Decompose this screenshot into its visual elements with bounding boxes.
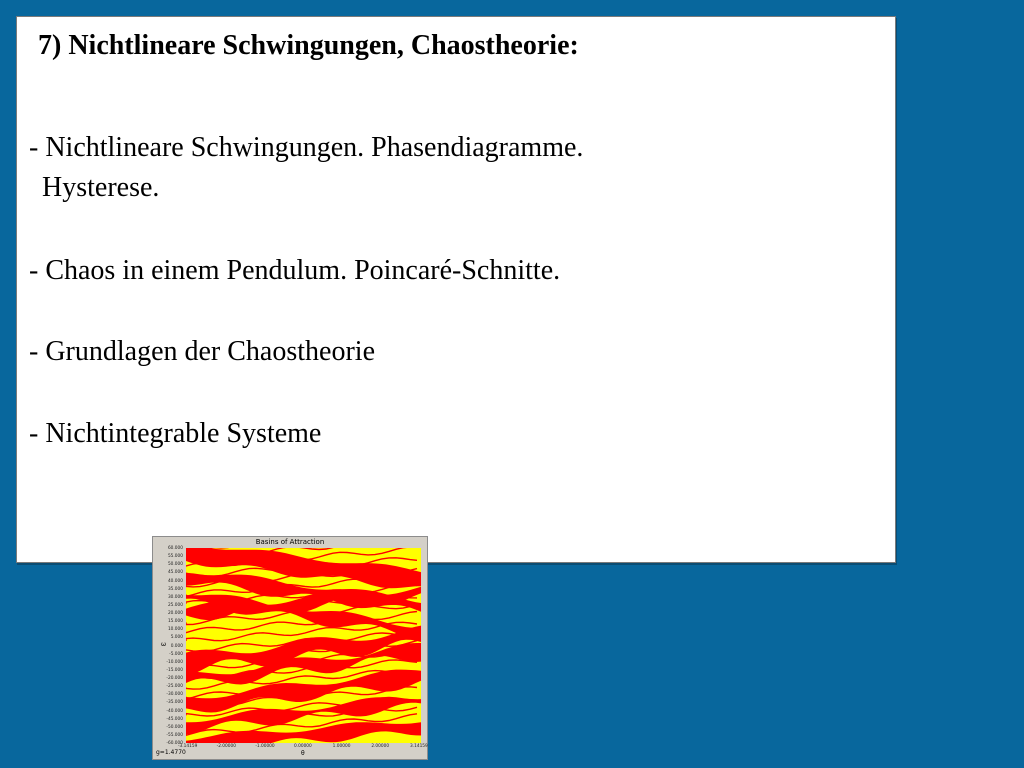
bullet-nonlinear-oscillations <box>29 128 583 208</box>
figure-y-tick: -15.000 <box>166 667 183 673</box>
figure-x-tick: -1.00000 <box>255 744 275 749</box>
figure-y-tick: -45.000 <box>166 716 183 722</box>
figure-parameter-label: g=1.4770 <box>156 749 186 756</box>
figure-y-tick: 45.000 <box>167 570 183 576</box>
figure-x-tick: 0.00000 <box>294 744 312 749</box>
bullet-text: - Nichtlineare Schwingungen. Phasendiagramme. <box>29 132 584 163</box>
figure-y-tick: -5.000 <box>169 651 183 657</box>
figure-y-tick: -20.000 <box>166 676 183 681</box>
bullet-text-continuation: Hysterese. <box>42 172 160 203</box>
figure-y-tick: -40.000 <box>166 708 183 714</box>
figure-x-tick: 1.00000 <box>332 744 351 749</box>
figure-x-tick: 3.14159 <box>410 744 428 749</box>
figure-y-tick: 10.000 <box>167 627 183 633</box>
bullet-pendulum-chaos <box>29 251 560 291</box>
figure-y-tick: 60.000 <box>167 546 183 551</box>
figure-x-tick: -2.00000 <box>216 744 236 749</box>
bullet-text: - Chaos in einem Pendulum. Poincaré-Schnitte. <box>29 255 561 286</box>
basins-of-attraction-figure <box>152 536 428 760</box>
figure-y-tick: 0.000 <box>170 643 183 649</box>
figure-x-tick: 2.00000 <box>371 744 390 749</box>
bullet-text: - Grundlagen der Chaostheorie <box>29 336 375 367</box>
figure-x-axis-label: θ <box>301 750 305 757</box>
slide-title: 7) Nichtlineare Schwingungen, Chaostheorie: <box>38 30 579 61</box>
figure-y-tick: -55.000 <box>166 732 183 738</box>
bullet-chaos-theory-basics <box>29 332 375 372</box>
figure-y-tick: -50.000 <box>166 724 183 730</box>
bullet-text: - Nichtintegrable Systeme <box>29 418 322 449</box>
figure-y-tick: -10.000 <box>166 659 183 665</box>
figure-y-tick: 30.000 <box>167 594 183 600</box>
bullet-nonintegrable-systems <box>29 414 321 454</box>
figure-y-tick: -30.000 <box>166 692 183 698</box>
figure-y-tick: 15.000 <box>167 619 183 625</box>
figure-y-tick: -60.000 <box>166 741 183 746</box>
figure-x-tick: -3.14159 <box>178 744 198 749</box>
slide-card <box>16 16 896 563</box>
figure-y-tick: -35.000 <box>166 700 183 706</box>
figure-y-tick: 40.000 <box>167 578 183 584</box>
basin-plot-image <box>186 548 421 743</box>
figure-y-axis-label: ω <box>161 641 167 648</box>
figure-y-tick: 50.000 <box>167 562 183 568</box>
figure-y-tick: 20.000 <box>167 611 183 616</box>
figure-y-tick: 35.000 <box>167 586 183 592</box>
figure-y-tick: 5.000 <box>170 635 183 641</box>
figure-y-tick: -25.000 <box>166 684 183 690</box>
figure-y-tick: 25.000 <box>167 602 183 608</box>
figure-y-tick: 55.000 <box>167 554 183 560</box>
figure-title: Basins of Attraction <box>255 538 325 546</box>
